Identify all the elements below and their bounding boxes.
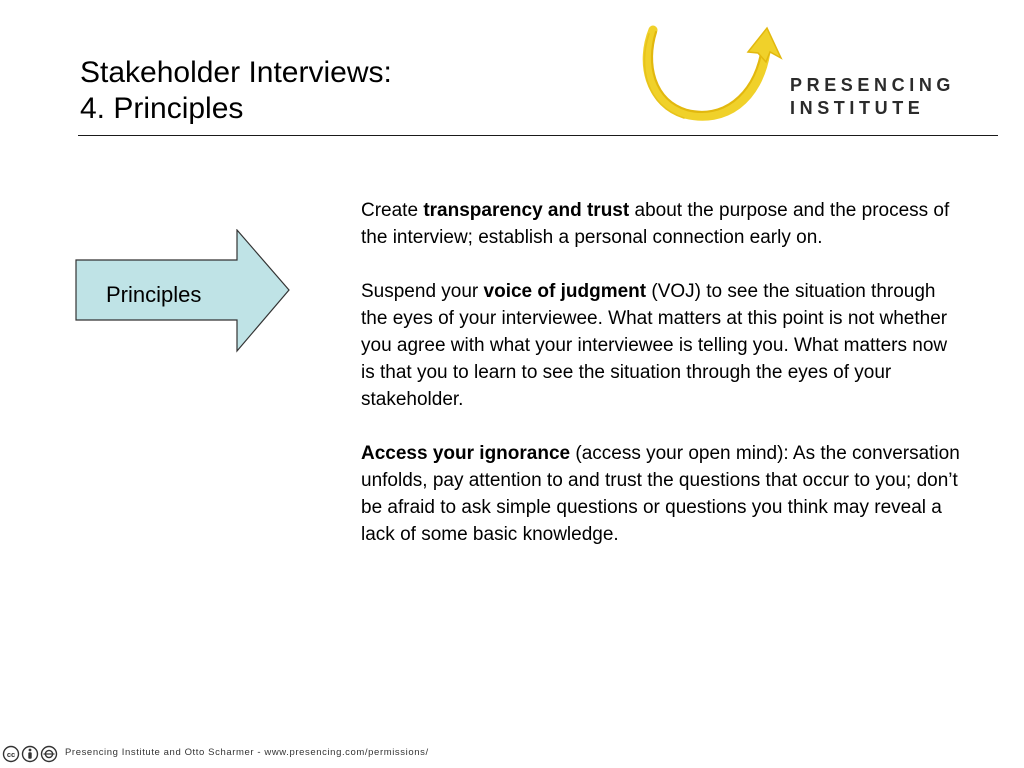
principle-2-text-before: Suspend your (361, 281, 484, 302)
slide-title-line2: 4. Principles (80, 92, 244, 125)
principle-1-emphasis: transparency and trust (423, 200, 630, 221)
creative-commons-license-icons (2, 744, 58, 764)
principle-3-text-after: (access your open mind): As the conversation unfolds, pay attention to and trust the questions that occur to you; don’t be afraid to ask simple questions or questions you think may reveal a lack of some basic knowledge. (361, 443, 960, 545)
slide-title-line1: Stakeholder Interviews: (80, 56, 392, 89)
noncommercial-icon (42, 747, 57, 762)
footer-credit: Presencing Institute and Otto Scharmer - www.presencing.com/permissions/ (65, 747, 429, 758)
principle-1-text-after: about the purpose and the process of the interview; establish a personal connection early on. (361, 200, 950, 248)
title-divider (78, 135, 998, 136)
principle-3-emphasis: Access your ignorance (361, 443, 571, 464)
u-arrow-logo-icon (640, 22, 790, 126)
logo-wordmark (790, 74, 955, 120)
logo-line2: INSTITUTE (790, 98, 925, 118)
principle-voice-of-judgment (361, 278, 961, 413)
logo-line1: PRESENCING (790, 75, 956, 95)
principle-2-text-after: (VOJ) to see the situation through the eyes of your interviewee. What matters at this point is not whether you agree with what your interviewee is telling you. What matters now is that you to learn to see the situation through the eyes of your stakeholder. (361, 281, 948, 410)
principle-1-text-before: Create (361, 200, 424, 221)
svg-text:cc: cc (6, 750, 16, 759)
slide-title (80, 55, 392, 127)
slide-footer (0, 744, 1024, 764)
attribution-icon (23, 747, 38, 762)
presencing-institute-logo (640, 22, 980, 126)
principles-arrow-label: Principles (106, 282, 202, 307)
principle-access-ignorance (361, 440, 961, 548)
principle-transparency (361, 197, 961, 251)
principles-text (361, 197, 961, 575)
principle-2-emphasis: voice of judgment (483, 281, 647, 302)
cc-icon (4, 747, 19, 762)
